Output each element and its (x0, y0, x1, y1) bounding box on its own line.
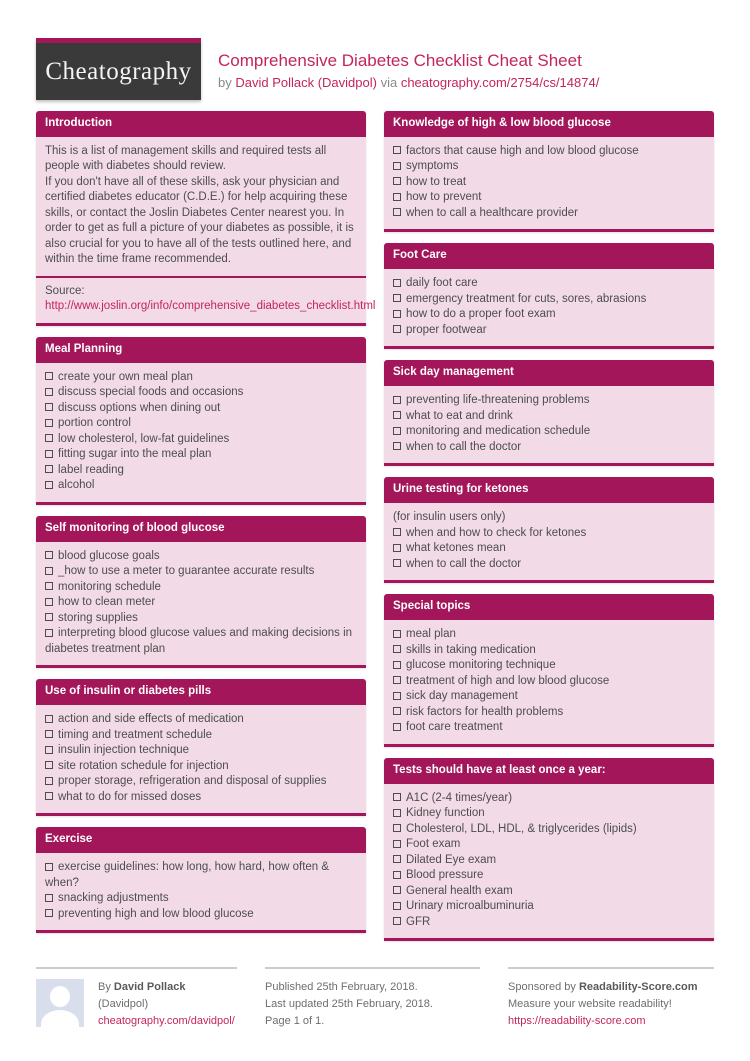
checklist-item-label: insulin injection technique (58, 744, 190, 757)
card (36, 516, 366, 668)
card-body (384, 386, 714, 463)
checklist-item (393, 440, 705, 456)
cheatography-logo[interactable] (36, 38, 201, 100)
checklist-item-label: proper footwear (406, 323, 487, 336)
checkbox-icon (393, 707, 401, 715)
checkbox-icon (393, 692, 401, 700)
checklist-item (393, 837, 705, 853)
card-body (384, 620, 714, 744)
checklist-item-label: Kidney function (406, 807, 485, 820)
checklist-item (393, 307, 705, 323)
checklist-item (393, 424, 705, 440)
checklist-item-label: factors that cause high and low blood glucose (406, 144, 639, 157)
card (36, 111, 376, 326)
checklist-item (45, 432, 357, 448)
checklist-item (393, 276, 705, 292)
author-link[interactable]: David Pollack (Davidpol) (235, 74, 377, 90)
card-title: Foot Care (384, 243, 714, 269)
checkbox-icon (45, 629, 53, 637)
paragraph: If you don't have all of these skills, ask your physician and certified diabetes educator (C.D.E.) for help acquiring these skills, or contact the Joslin Diabetes Center nearest you. In order to get as full a picture of your diabetes as possible, it is also crucial for you to have all of the tests outlined here, and within the time frame recommended. (45, 175, 354, 266)
sponsor-line (508, 979, 714, 996)
checkbox-icon (393, 917, 401, 925)
checklist-item (393, 323, 705, 339)
checklist-item-label: sick day management (406, 690, 518, 703)
checkbox-icon (393, 294, 401, 302)
page-title: Comprehensive Diabetes Checklist Cheat Sheet (218, 51, 582, 71)
checklist-item (45, 860, 357, 891)
checklist-item-label: monitoring schedule (58, 580, 161, 593)
checklist-item-label: when and how to check for ketones (406, 526, 587, 539)
sponsor-link[interactable]: https://readability-score.com (508, 1015, 646, 1028)
checkbox-icon (393, 723, 401, 731)
checkbox-icon (393, 146, 401, 154)
page-number: Page 1 of 1. (265, 1015, 325, 1028)
checklist-item (45, 385, 357, 401)
checkbox-icon (45, 730, 53, 738)
sponsor-tagline: Measure your website readability! (508, 998, 672, 1011)
card (36, 337, 366, 505)
paragraph: This is a list of management skills and required tests all people with diabetes should review. (45, 144, 327, 173)
checklist-item-label: snacking adjustments (58, 892, 169, 905)
checklist-item-label: how to prevent (406, 191, 482, 204)
checklist-item-label: GFR (406, 915, 431, 928)
checkbox-icon (45, 450, 53, 458)
card (384, 594, 714, 746)
checkbox-icon (393, 177, 401, 185)
checklist-item-label: what to eat and drink (406, 409, 513, 422)
card-body (384, 503, 714, 580)
checkbox-icon (393, 162, 401, 170)
checklist-item (393, 159, 705, 175)
checkbox-icon (393, 559, 401, 567)
checklist-item-label: discuss options when dining out (58, 401, 221, 414)
checklist-item (45, 759, 357, 775)
checkbox-icon (45, 598, 53, 606)
checklist-item (45, 626, 357, 657)
checkbox-icon (45, 372, 53, 380)
footer-author-line (98, 979, 237, 1013)
card (384, 111, 714, 232)
card-body (36, 137, 366, 276)
checklist-item (45, 549, 357, 565)
footer-author-name: David Pollack (113, 981, 186, 994)
masthead (36, 38, 714, 100)
checkbox-icon (45, 403, 53, 411)
checklist-item-label: create your own meal plan (58, 370, 193, 383)
note-text: (for insulin users only) (393, 511, 506, 524)
byline-prefix: by (218, 74, 236, 90)
checklist-item (45, 463, 357, 479)
checklist-item (45, 774, 357, 790)
checklist-item-label: preventing high and low blood glucose (58, 907, 254, 920)
checklist-item-label: fitting sugar into the meal plan (58, 448, 212, 461)
checkbox-icon (393, 855, 401, 863)
footer (36, 967, 714, 1030)
checklist-item-label: what to do for missed doses (58, 790, 202, 803)
checklist-item-label: preventing life-threatening problems (406, 394, 590, 407)
checkbox-icon (45, 567, 53, 575)
card-body (384, 137, 714, 230)
checklist-item-label: site rotation schedule for injection (58, 759, 229, 772)
footer-author-column (36, 967, 237, 1030)
checklist-item-label: how to treat (406, 175, 467, 188)
checklist-item (393, 627, 705, 643)
checklist-item-label: action and side effects of medication (58, 713, 244, 726)
checkbox-icon (393, 279, 401, 287)
checkbox-icon (393, 528, 401, 536)
card-title: Knowledge of high & low blood glucose (384, 111, 714, 137)
source-section (36, 276, 376, 323)
checklist-item (393, 658, 705, 674)
checklist-item-label: skills in taking medication (406, 643, 536, 656)
checklist-item-label: meal plan (406, 628, 456, 641)
source-link[interactable]: http://www.joslin.org/info/comprehensive_diabetes_checklist.html (45, 300, 376, 313)
checklist-item (393, 915, 705, 931)
checklist-item (393, 409, 705, 425)
checkbox-icon (393, 645, 401, 653)
byline (218, 75, 599, 90)
checklist-item (393, 175, 705, 191)
sheet-url-link[interactable]: cheatography.com/2754/cs/14874/ (400, 74, 600, 90)
checklist-item-label: label reading (58, 463, 124, 476)
checkbox-icon (393, 310, 401, 318)
checklist-item (393, 791, 705, 807)
footer-meta-column (265, 967, 480, 1030)
checklist-item (45, 416, 357, 432)
card-body (36, 853, 366, 930)
checklist-item (45, 564, 357, 580)
checkbox-icon (45, 481, 53, 489)
checklist-item (393, 393, 705, 409)
checklist-item-label: low cholesterol, low-fat guidelines (58, 432, 230, 445)
checklist-item-label: when to call the doctor (406, 440, 522, 453)
checklist-item-label: _how to use a meter to guarantee accurate results (58, 565, 315, 578)
card (36, 679, 366, 816)
checklist-item-label: treatment of high and low blood glucose (406, 674, 610, 687)
checklist-item-label: exercise guidelines: how long, how hard, how often & when? (45, 861, 330, 889)
checkbox-icon (45, 746, 53, 754)
checkbox-icon (393, 809, 401, 817)
checklist-item-label: Foot exam (406, 838, 461, 851)
checklist-item-label: portion control (58, 417, 131, 430)
checklist-item-label: what ketones mean (406, 542, 506, 555)
card-title: Urine testing for ketones (384, 477, 714, 503)
checklist-item-label: risk factors for health problems (406, 705, 564, 718)
checklist-item-label: daily foot care (406, 277, 478, 290)
checklist-item-label: alcohol (58, 479, 95, 492)
checklist-item (45, 611, 357, 627)
checklist-item-label: foot care treatment (406, 721, 503, 734)
checkbox-icon (393, 871, 401, 879)
card-body (36, 705, 366, 813)
checkbox-icon (393, 793, 401, 801)
checkbox-icon (45, 434, 53, 442)
checklist-item-label: discuss special foods and occasions (58, 386, 244, 399)
checklist-item (393, 720, 705, 736)
checklist-item (393, 822, 705, 838)
checklist-item (393, 899, 705, 915)
checklist-item (393, 557, 705, 573)
checklist-item-label: A1C (2-4 times/year) (406, 791, 513, 804)
checklist-item (45, 743, 357, 759)
published-date: Published 25th February, 2018. (265, 981, 418, 994)
checklist-item (45, 580, 357, 596)
checklist-item-label: how to clean meter (58, 596, 156, 609)
card (384, 360, 714, 466)
checkbox-icon (393, 411, 401, 419)
checklist-item (393, 868, 705, 884)
checklist-item (45, 447, 357, 463)
checklist-item-label: Urinary microalbuminuria (406, 900, 534, 913)
checklist-item (45, 595, 357, 611)
card-title: Special topics (384, 594, 714, 620)
checkbox-icon (393, 630, 401, 638)
checklist-item-label: monitoring and medication schedule (406, 425, 591, 438)
checkbox-icon (393, 427, 401, 435)
card-columns (36, 111, 714, 952)
checkbox-icon (45, 419, 53, 427)
checklist-item-label: glucose monitoring technique (406, 659, 556, 672)
sponsor-prefix: Sponsored by (508, 981, 579, 994)
checklist-item (393, 144, 705, 160)
footer-author-link[interactable]: cheatography.com/davidpol/ (98, 1015, 235, 1028)
footer-by-prefix: By (98, 981, 114, 994)
checklist-item-label: when to call a healthcare provider (406, 206, 578, 219)
checkbox-icon (45, 715, 53, 723)
checkbox-icon (45, 761, 53, 769)
footer-author-text (98, 979, 237, 1030)
checklist-item-label: how to do a proper foot exam (406, 308, 556, 321)
card-body (36, 363, 366, 502)
checklist-item-label: Blood pressure (406, 869, 484, 882)
checkbox-icon (393, 325, 401, 333)
checklist-item (393, 806, 705, 822)
card-title: Sick day management (384, 360, 714, 386)
checklist-item-label: interpreting blood glucose values and making decisions in diabetes treatment plan (45, 627, 353, 655)
checklist-item (45, 401, 357, 417)
checklist-item (393, 705, 705, 721)
card-title: Meal Planning (36, 337, 366, 363)
checklist-item (393, 674, 705, 690)
checklist-item-label: blood glucose goals (58, 549, 160, 562)
checklist-item-label: timing and treatment schedule (58, 728, 213, 741)
card-title: Tests should have at least once a year: (384, 758, 714, 784)
checklist-item (393, 853, 705, 869)
checklist-item (393, 541, 705, 557)
checkbox-icon (393, 208, 401, 216)
card (36, 827, 366, 933)
footer-sponsor-column (508, 967, 714, 1030)
checklist-item-label: General health exam (406, 884, 513, 897)
footer-author-handle: (Davidpol) (98, 998, 149, 1011)
checklist-item-label: proper storage, refrigeration and disposal of supplies (58, 775, 327, 788)
checklist-item (45, 712, 357, 728)
checklist-item-label: Dilated Eye exam (406, 853, 497, 866)
logo-text: Cheatography (45, 57, 192, 85)
card-title: Use of insulin or diabetes pills (36, 679, 366, 705)
checklist-item (45, 370, 357, 386)
checklist-item (45, 790, 357, 806)
card (384, 758, 714, 941)
checkbox-icon (45, 465, 53, 473)
right-column (384, 111, 714, 952)
checkbox-icon (393, 902, 401, 910)
via-text: via (376, 74, 401, 90)
checkbox-icon (393, 840, 401, 848)
checkbox-icon (45, 909, 53, 917)
checkbox-icon (45, 613, 53, 621)
checkbox-icon (45, 894, 53, 902)
checkbox-icon (45, 388, 53, 396)
checkbox-icon (393, 676, 401, 684)
checklist-item (393, 884, 705, 900)
checkbox-icon (45, 863, 53, 871)
card-body (384, 269, 714, 346)
title-block (218, 48, 599, 89)
card-title: Self monitoring of blood glucose (36, 516, 366, 542)
checklist-item-label: Cholesterol, LDL, HDL, & triglycerides (lipids) (406, 822, 637, 835)
checkbox-icon (45, 792, 53, 800)
checkbox-icon (393, 886, 401, 894)
checkbox-icon (393, 396, 401, 404)
checklist-item (393, 190, 705, 206)
checkbox-icon (393, 193, 401, 201)
checklist-item (393, 643, 705, 659)
checklist-item (45, 728, 357, 744)
card-title: Introduction (36, 111, 366, 137)
checklist-item (393, 292, 705, 308)
checkbox-icon (45, 551, 53, 559)
card-title: Exercise (36, 827, 366, 853)
checklist-item (393, 689, 705, 705)
checkbox-icon (393, 442, 401, 450)
checkbox-icon (393, 661, 401, 669)
checkbox-icon (393, 544, 401, 552)
checklist-item-label: emergency treatment for cuts, sores, abrasions (406, 292, 647, 305)
checklist-item-label: symptoms (406, 160, 459, 173)
card-body (36, 542, 366, 666)
checklist-item (393, 526, 705, 542)
checklist-item (45, 478, 357, 494)
checkbox-icon (393, 824, 401, 832)
left-column (36, 111, 376, 944)
last-updated-date: Last updated 25th February, 2018. (265, 998, 433, 1011)
checklist-item (393, 206, 705, 222)
source-label: Source: (45, 284, 85, 297)
card (384, 243, 714, 349)
sponsor-name: Readability-Score.com (578, 981, 698, 994)
checkbox-icon (45, 582, 53, 590)
checklist-item (45, 907, 357, 923)
card-body (384, 784, 714, 939)
checklist-item-label: when to call the doctor (406, 557, 522, 570)
card (384, 477, 714, 583)
checklist-item (45, 891, 357, 907)
checklist-item-label: storing supplies (58, 611, 138, 624)
avatar (36, 979, 84, 1027)
checkbox-icon (45, 777, 53, 785)
